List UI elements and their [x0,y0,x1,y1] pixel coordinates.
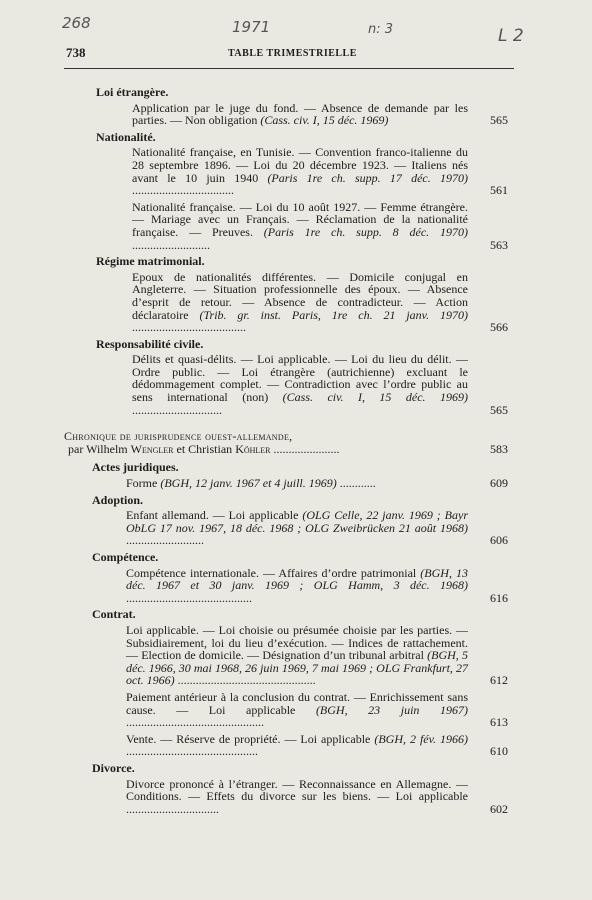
entry-text: Nationalité française, en Tunisie. — Convention franco-italienne du 28 septembre 1896. — Loi du 20 décembre 1923. — Italiens nés avant le 10 juin 1940 [132,145,468,185]
section-heading: Contrat. [92,607,136,622]
entry-text: Enfant allemand. — Loi applicable [126,508,303,523]
dot-leader: .......................... [126,533,204,548]
dot-leader: ............ [336,476,376,491]
entry-page-ref: 563 [490,237,508,252]
index-entry [132,201,508,251]
entry-text: Epoux de nationalités différentes. — Domicile conjugal en Angleterre. — Situation professionnelle des époux. — Absence d’esprit de retour. — Absence de contradicteur. — Action déclaratoire [132,269,468,322]
dot-leader: .............................................. [126,715,264,730]
index-entry [132,102,508,127]
author-text: par Wilhelm [68,441,131,456]
entry-citation: (BGH, 23 juin 1967) [315,702,468,717]
entry-page-ref: 612 [490,673,508,688]
entry-page-ref: 610 [490,744,508,759]
dot-leader: .............................................. [174,673,316,688]
dot-leader: ............................................ [126,744,258,759]
entry-page-ref: 609 [490,476,508,491]
entry-citation: (OLG Celle, 22 janv. 1969 ; Bayr ObLG 17 nov. 1967, 18 déc. 1968 ; OLG Zweibrücken 21 août 1968) [126,508,469,535]
chronicle-authors [68,443,468,456]
entry-text: Forme [126,476,161,491]
entry-text: Divorce prononcé à l’étranger. — Reconnaissance en Allemagne. — Conditions. — Effets du divorce sur les biens. — Loi applicable [126,776,468,804]
section-heading: Compétence. [92,550,159,564]
entry-citation: (Cass. civ. I, 15 déc. 1969) [282,390,468,405]
dot-leader: .................................. [132,183,234,198]
running-title: TABLE TRIMESTRIELLE [228,48,357,59]
entry-citation: (BGH, 5 déc. 1966, 30 mai 1968, 26 juin 1969, 7 mai 1969 ; OLG Frankfurt, 27 oct. 1966) [126,648,468,688]
entry-page-ref: 565 [490,402,508,417]
index-entry [126,477,508,490]
entry-text: Délits et quasi-délits. — Loi applicable. — Loi du lieu du délit. — Ordre public. — Loi étrangère (autrichienne) excluant le dédommagement complet. — Contradiction avec l’ordre public au sens international (non) [132,352,468,405]
handwritten-note: n: 3 [368,22,394,37]
handwritten-note: 268 [62,14,91,32]
section-heading: Responsabilité civile. [96,336,204,351]
chronicle-entry [64,429,508,456]
dot-leader: ............................... [126,801,219,816]
entry-citation: (Paris 1re ch. supp. 17 déc. 1970) [267,170,468,185]
author-name: Wengler [130,441,174,456]
dot-leader: .......................................... [126,590,252,605]
entry-page-ref: 566 [490,320,508,335]
section-heading: Divorce. [92,760,135,775]
section-heading: Régime matrimonial. [96,254,205,269]
handwritten-note: 1971 [232,18,271,36]
entry-page-ref: 583 [490,441,508,456]
index-entry [126,778,508,816]
dot-leader: ...................... [270,441,340,456]
index-entry [126,624,508,687]
section-heading: Nationalité. [96,129,156,144]
entry-text: Nationalité française. — Loi du 10 août 1927. — Femme étrangère. — Mariage avec un Français. — Réclamation de la nationalité française. — Preuves. [132,199,468,239]
entry-page-ref: 613 [490,715,508,730]
entry-citation: (Trib. gr. inst. Paris, 1re ch. 21 janv. 1970) [199,307,469,322]
author-text: et Christian [173,441,236,456]
entry-citation: (Cass. civ. I, 15 déc. 1969) [260,113,389,128]
section-heading: Actes juridiques. [92,460,179,475]
entry-page-ref: 565 [490,113,508,128]
entry-page-ref: 606 [490,533,508,548]
entry-citation: (BGH, 12 janv. 1967 et 4 juill. 1969) [160,476,337,491]
index-entry [132,353,508,416]
index-content [64,82,508,819]
index-entry [132,146,508,196]
entry-text: Vente. — Réserve de propriété. — Loi applicable [126,731,375,746]
entry-citation: (Paris 1re ch. supp. 8 déc. 1970) [263,224,468,239]
index-entry [126,691,508,729]
entry-text: Loi applicable. — Loi choisie ou présumée choisie par les parties. — Subsidiairement, loi du lieu d’exécution. — Indices de rattachement. — Election de domicile. — Désignation d’un tribunal arbitral [126,622,468,663]
page-number: 738 [66,45,86,60]
index-entry [126,733,508,758]
index-entry [132,271,508,334]
section-heading: Loi étrangère. [96,85,169,99]
chronicle-title: Chronique de jurisprudence ouest-allemande, [64,429,293,444]
dot-leader: .............................. [132,402,222,417]
entry-page-ref: 602 [490,801,508,816]
entry-text: Application par le juge du fond. — Absence de demande par les parties. — Non obligation [132,100,468,128]
dot-leader: .......................... [132,237,210,252]
section-heading: Adoption. [92,492,144,507]
index-entry [126,567,508,605]
index-entry [126,509,508,547]
author-name: Köhler [235,441,271,456]
header-rule [64,68,514,69]
entry-text: Paiement antérieur à la conclusion du contrat. — Enrichissement sans cause. — Loi applicable [126,689,468,717]
dot-leader: ...................................... [132,320,246,335]
entry-page-ref: 616 [490,590,508,605]
entry-text: Compétence internationale. — Affaires d’ordre patrimonial [126,565,421,580]
entry-page-ref: 561 [490,183,508,198]
entry-citation: (BGH, 2 fév. 1966) [374,731,468,746]
entry-citation: (BGH, 13 déc. 1967 et 30 janv. 1969 ; OLG Hamm, 3 déc. 1968) [126,565,468,593]
handwritten-note: L 2 [498,26,524,46]
